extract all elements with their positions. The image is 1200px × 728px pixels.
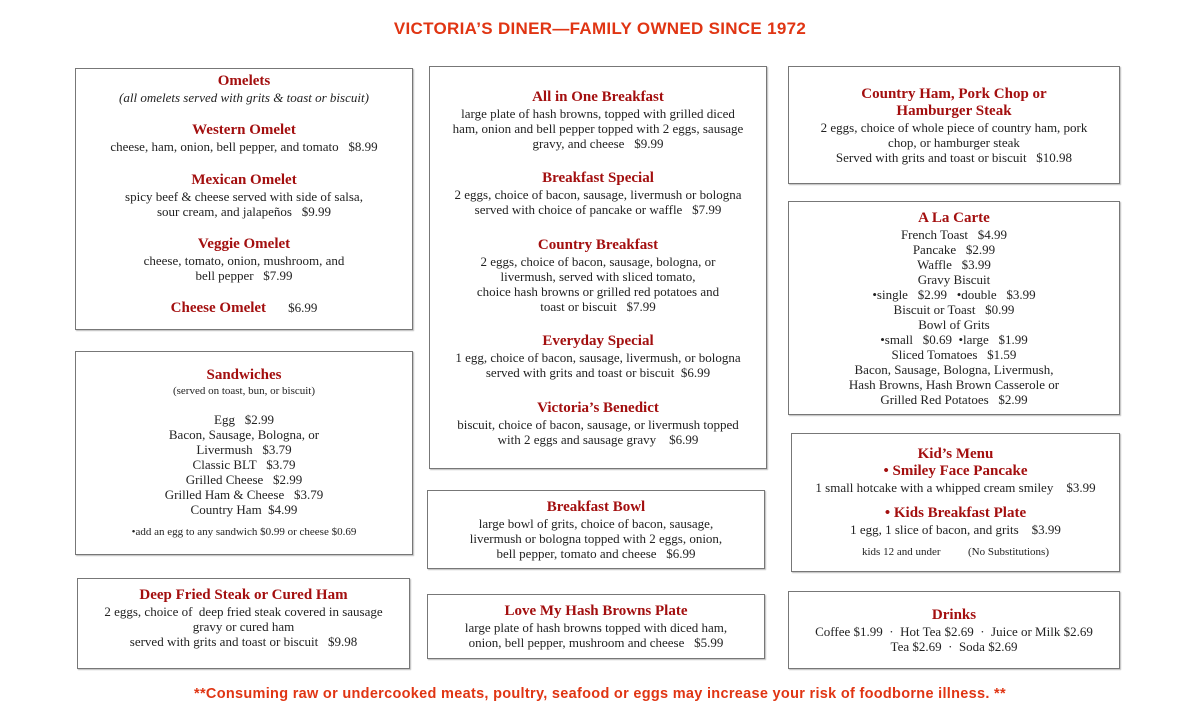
item-description: Biscuit or Toast $0.99 [893, 301, 1015, 317]
item-description: toast or biscuit $7.99 [540, 298, 656, 314]
menu-box-sandwiches [75, 351, 413, 555]
item-description: biscuit, choice of bacon, sausage, or livermush topped [457, 416, 739, 432]
item-description: Hash Browns, Hash Brown Casserole or [848, 376, 1060, 392]
menu-item [477, 237, 719, 314]
item-heading: Victoria’s Benedict [537, 399, 659, 416]
item-description: served with choice of pancake or waffle $7.99 [474, 202, 722, 217]
menu-item [455, 333, 740, 380]
menu-box-country-ham [788, 66, 1120, 184]
item-heading: Breakfast Bowl [546, 498, 646, 515]
item-description: 2 eggs, choice of bacon, sausage, bologna, or [480, 253, 716, 269]
item-description: 1 egg, 1 slice of bacon, and grits $3.99 [850, 522, 1061, 537]
item-description: large plate of hash browns topped with diced ham, [464, 620, 728, 635]
item-description: choice hash browns or grilled red potatoes and [476, 283, 720, 299]
item-description: 1 egg, choice of bacon, sausage, livermush, or bologna [455, 350, 741, 365]
item-description: Pancake $2.99 [912, 241, 996, 257]
menu-item [454, 170, 741, 217]
item-description: French Toast $4.99 [900, 226, 1008, 242]
menu-item [110, 122, 377, 154]
item-description: gravy or cured ham [192, 619, 295, 634]
menu-item [171, 300, 318, 317]
item-description: livermush, served with sliced tomato, [500, 268, 696, 284]
menu-item [465, 603, 727, 650]
item-description: Waffle $3.99 [917, 256, 991, 272]
menu-item [125, 172, 363, 219]
item-description: Classic BLT $3.79 [192, 457, 296, 472]
item-description: Grilled Red Potatoes $2.99 [880, 391, 1028, 407]
item-heading [171, 300, 318, 317]
menu-item [104, 587, 382, 649]
menu-box-a-la-carte [788, 201, 1120, 415]
item-subtitle: (all omelets served with grits & toast or biscuit) [119, 90, 369, 105]
item-heading: A La Carte [918, 209, 990, 226]
item-description: Bacon, Sausage, Bologna, Livermush, [854, 361, 1054, 377]
item-description: •single $2.99 •double $3.99 [872, 286, 1036, 302]
item-note: kids 12 and under (No Substitutions) [862, 546, 1049, 558]
item-heading: Mexican Omelet [191, 171, 297, 188]
item-description: Grilled Cheese $2.99 [185, 472, 303, 487]
item-description: Tea $2.69 · Soda $2.69 [890, 638, 1018, 654]
item-description: gravy, and cheese $9.99 [532, 135, 664, 151]
item-description: chop, or hamburger steak [888, 134, 1020, 150]
item-heading: Country Ham, Pork Chop or [861, 85, 1047, 102]
menu-item [457, 400, 739, 447]
item-description: Country Ham $4.99 [190, 502, 298, 517]
menu-item [850, 505, 1061, 559]
item-description: large plate of hash browns, topped with grilled diced [461, 105, 735, 121]
item-description: Coffee $1.99 · Hot Tea $2.69 · Juice or Milk $2.69 [815, 623, 1093, 639]
menu-item [132, 367, 357, 539]
item-heading: Sandwiches [206, 367, 282, 383]
item-heading-line-2: Hamburger Steak [896, 102, 1012, 119]
item-description: Sliced Tomatoes $1.59 [891, 346, 1017, 362]
item-heading: Everyday Special [542, 333, 654, 349]
menu-title: VICTORIA’S DINER—FAMILY OWNED SINCE 1972 [393, 19, 807, 38]
menu-item [470, 499, 722, 561]
item-description: 2 eggs, choice of bacon, sausage, livermush or bologna [454, 187, 742, 202]
item-description: bell pepper, tomato and cheese $6.99 [496, 545, 696, 561]
item-description: Served with grits and toast or biscuit $10.98 [835, 149, 1073, 165]
item-description: served with grits and toast or biscuit $6.99 [485, 365, 711, 380]
item-description: Bacon, Sausage, Bologna, or [168, 427, 320, 442]
item-description: with 2 eggs and sausage gravy $6.99 [497, 431, 699, 447]
item-description: bell pepper $7.99 [195, 267, 293, 283]
item-description: onion, bell pepper, mushroom and cheese $5.99 [468, 635, 724, 650]
item-heading: • Kids Breakfast Plate [884, 505, 1027, 521]
item-heading: All in One Breakfast [532, 88, 664, 105]
item-note: •add an egg to any sandwich $0.99 or cheese $0.69 [131, 526, 357, 538]
item-description: 1 small hotcake with a whipped cream smiley $3.99 [815, 480, 1096, 495]
item-description: Livermush $3.79 [196, 442, 292, 457]
menu-box-kids [791, 433, 1120, 572]
item-heading: Country Breakfast [537, 236, 659, 253]
item-description: Egg $2.99 [214, 412, 274, 427]
item-heading: Breakfast Special [542, 170, 654, 186]
item-description: 2 eggs, choice of deep fried steak covered in sausage [104, 604, 383, 619]
menu-box-deep-fried [77, 578, 410, 669]
item-heading: Veggie Omelet [197, 235, 291, 252]
item-description: 2 eggs, choice of whole piece of country ham, pork [820, 119, 1088, 135]
menu-box-breakfast-bowl [427, 490, 765, 569]
food-safety-warning: **Consuming raw or undercooked meats, poultry, seafood or eggs may increase your risk of foodborne illness. ** [194, 686, 1006, 702]
item-description: served with grits and toast or biscuit $9.98 [129, 634, 358, 649]
menu-box-omelets [75, 68, 413, 330]
item-description: •small $0.69 •large $1.99 [880, 331, 1028, 347]
item-price: $6.99 [288, 300, 318, 315]
item-heading: Deep Fried Steak or Cured Ham [139, 587, 348, 603]
item-heading: Love My Hash Browns Plate [504, 603, 688, 619]
menu-item [815, 607, 1093, 654]
item-description: cheese, ham, onion, bell pepper, and tomato $8.99 [110, 139, 378, 155]
menu-box-hash-browns [427, 594, 765, 659]
item-description: sour cream, and jalapeños $9.99 [156, 203, 331, 219]
item-description: large bowl of grits, choice of bacon, sausage, [478, 515, 714, 531]
menu-item [144, 236, 345, 283]
item-description: spicy beef & cheese served with side of salsa, [125, 188, 363, 204]
menu-item [119, 73, 369, 105]
item-description: cheese, tomato, onion, mushroom, and [143, 252, 345, 268]
item-description: Grilled Ham & Cheese $3.79 [164, 487, 324, 502]
menu-item [821, 86, 1088, 165]
item-description: ham, onion and bell pepper topped with 2 eggs, sausage [452, 120, 744, 136]
menu-item [453, 89, 744, 151]
item-description: livermush or bologna topped with 2 eggs, onion, [469, 530, 723, 546]
menu-box-all-in-one [429, 66, 767, 469]
item-heading: Western Omelet [192, 122, 296, 139]
menu-box-drinks [788, 591, 1120, 669]
item-name: Cheese Omelet [170, 300, 267, 316]
menu-item [849, 210, 1059, 407]
item-description: Gravy Biscuit [917, 271, 991, 287]
item-heading-line-2: • Smiley Face Pancake [883, 463, 1028, 479]
item-subtitle: (served on toast, bun, or biscuit) [172, 385, 316, 397]
item-heading: Omelets [217, 73, 271, 89]
item-description: Bowl of Grits [918, 316, 990, 332]
item-heading: Kid’s Menu [917, 446, 994, 462]
item-heading: Drinks [931, 606, 977, 623]
menu-item [815, 446, 1095, 495]
